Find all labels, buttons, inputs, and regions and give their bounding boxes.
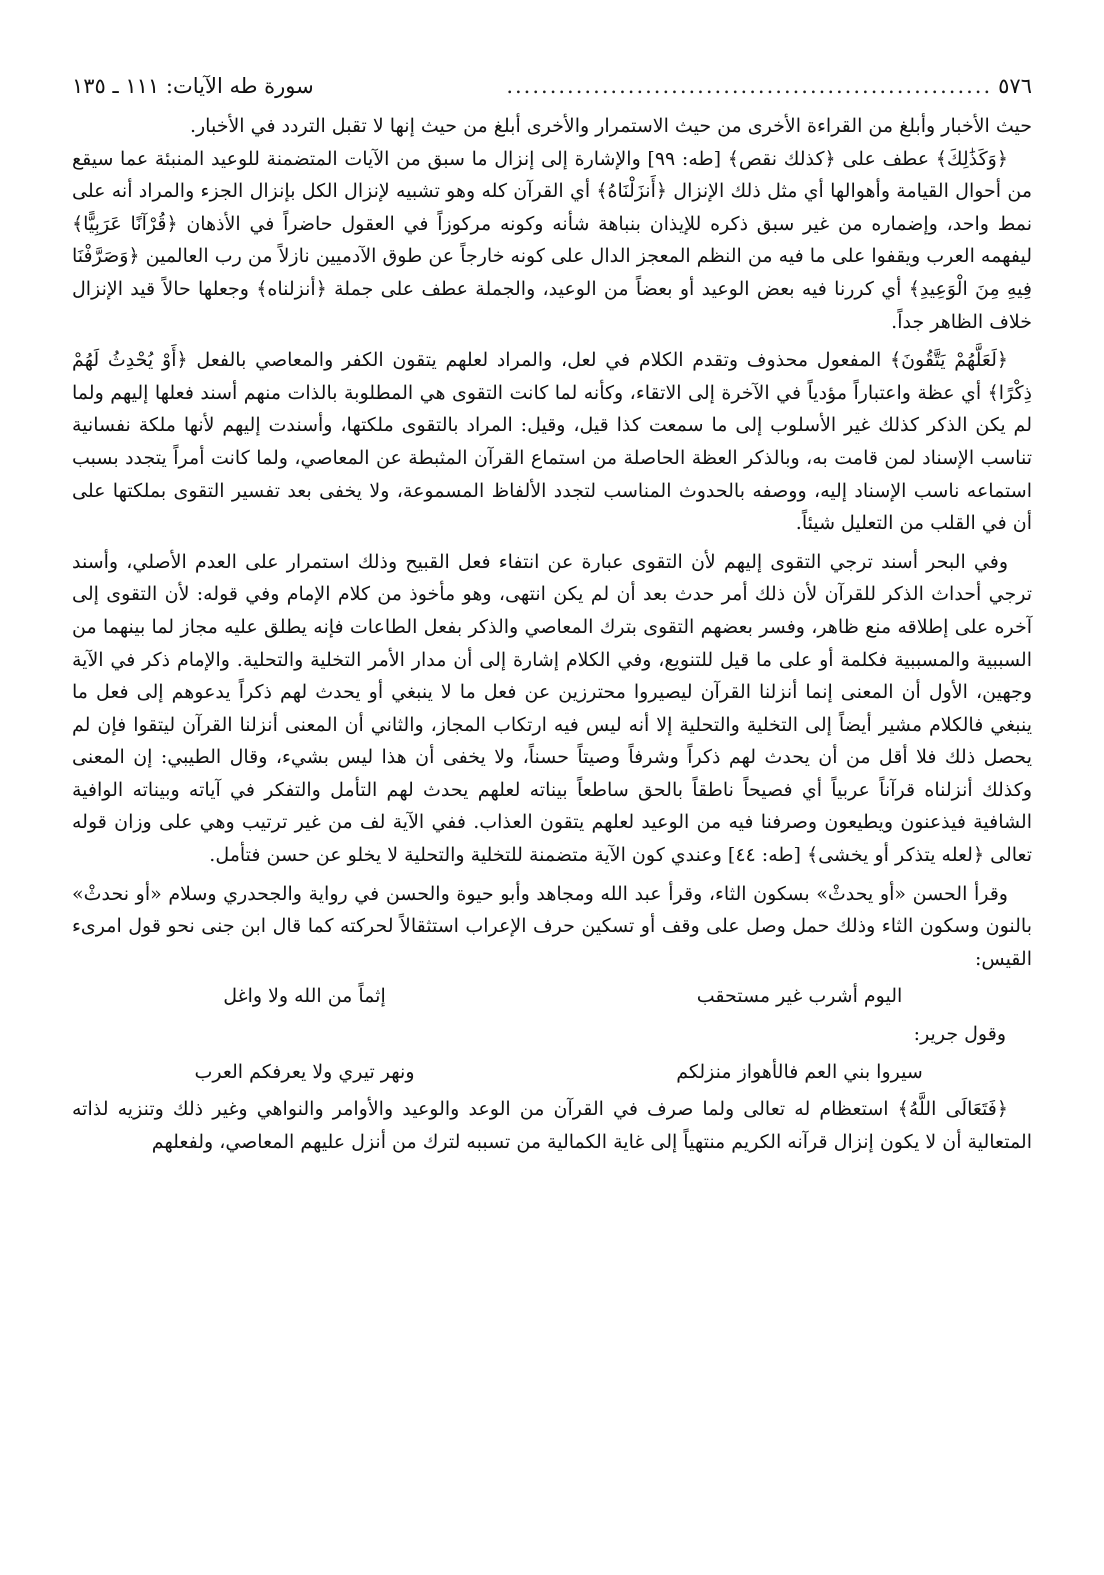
verse-1-second-hemistich: إثماً من الله ولا واغل [223, 985, 386, 1008]
verse-attribution-jarir: وقول جرير: [913, 1023, 1006, 1046]
page-header [72, 70, 1032, 102]
verse-2-second-hemistich: ونهر تيري ولا يعرفكم العرب [194, 1061, 415, 1084]
paragraph-4: وفي البحر أسند ترجي التقوى إليهم لأن التقوى عبارة عن انتفاء فعل القبيح وذلك استمرار على العدم الأصلي، وأسند ترجي أحداث الذكر للقرآن لأن ذلك أمر حدث بعد أن لم يكن انتهى، وهو مأخوذ من كلام الإمام وفي قوله: لأن التقوى إلى آخره على إطلاقه منع ظاهر، وفسر بعضهم التقوى بترك المعاصي والذكر بفعل الطاعات فإنه يطلق عليه مجاز لما بينهما من السببية والمسببية فكلمة أو على ما قيل للتنويع، وفي الكلام إشارة إلى أن مدار الأمر التخلية والتحلية. والإمام ذكر في الآية وجهين، الأول أن المعنى إنما أنزلنا القرآن ليصيروا محترزين عن فعل ما لا ينبغي أو يحدث لهم ذكراً يدعوهم إلى فعل ما ينبغي فالكلام مشير أيضاً إلى التخلية والتحلية إلا أنه ليس فيه ارتكاب المجاز، والثاني أن المعنى أنزلنا القرآن ليتقوا فإن لم يحصل ذلك فلا أقل من أن يحدث لهم ذكراً وشرفاً وصيتاً حسناً، ولا يخفى أن هذا ليس بشيء، وقال الطيبي: إن المعنى وكذلك أنزلناه قرآناً عربياً أي فصيحاً ناطقاً بالحق ساطعاً بيناته لعلهم يحدث لهم التأمل والتفكر في آياته وبيناته الوافية الشافية فيذعنون ويطيعون وصرفنا فيه من الوعيد لعلهم يتقون العذاب. ففي الآية لف من غير ترتيب وهي على وزان قوله تعالى ﴿لعله يتذكر أو يخشى﴾ [طه: ٤٤] وعندي كون الآية متضمنة للتخلية والتحلية لا يخلو عن حسن فتأمل. [72, 550, 1032, 867]
page-number: ٥٧٦ [998, 74, 1032, 98]
poetry-verse-2 [72, 1055, 1032, 1089]
paragraph-2: ﴿وَكَذَٰلِكَ﴾ عطف على ﴿كذلك نقص﴾ [طه: ٩٩] والإشارة إلى إنزال ما سبق من الآيات المتضمنة للوعيد المنبئة عما سيقع من أحوال القيامة وأهوالها أي مثل ذلك الإنزال ﴿أَنزَلْنَاهُ﴾ أي القرآن كله وهو تشبيه لإنزال الكل بإنزال الجزء والمراد أنه على نمط واحد، وإضماره من غير سبق ذكره للإيذان بنباهة شأنه وكونه مركوزاً في العقول حاضراً في الأذهان ﴿قُرْآنًا عَرَبِيًّا﴾ ليفهمه العرب ويقفوا على ما فيه من النظم المعجز الدال على كونه خارجاً عن طوق الآدميين نازلاً من رب العالمين ﴿وَصَرَّفْنَا فِيهِ مِنَ الْوَعِيدِ﴾ أي كررنا فيه بعض الوعيد أو بعضاً من الوعيد، والجملة عطف على جملة ﴿أنزلناه﴾ وجعلها حالاً قيد الإنزال خلاف الظاهر جداً. [72, 147, 1033, 333]
header-leader-dots: ........................................................ [506, 74, 993, 98]
verse-1-first-hemistich: اليوم أشرب غير مستحقب [696, 985, 903, 1008]
paragraph-closing: ﴿فَتَعَالَى اللَّهُ﴾ استعظام له تعالى ولما صرف في القرآن من الوعد والوعيد والأوامر والنواهي وغير ذلك وتنزيه لذاته المتعالية أن لا يكون إنزال قرآنه الكريم منتهياً إلى غاية الكمالية من تسببه لترك من أنزل عليهم المعاصي، ولفعلهم [72, 1098, 1032, 1154]
book-page [72, 70, 1032, 1550]
paragraph-3: ﴿لَعَلَّهُمْ يَتَّقُونَ﴾ المفعول محذوف وتقدم الكلام في لعل، والمراد لعلهم يتقون الكفر والمعاصي بالفعل ﴿أَوْ يُحْدِثُ لَهُمْ ذِكْرًا﴾ أي عظة واعتباراً مؤدياً في الآخرة إلى الاتقاء، وكأنه لما كانت التقوى هي المطلوبة بالذات منهم أسند فعلها إليهم ولما لم يكن الذكر كذلك غير الأسلوب إلى ما سمعت كذا قيل، وقيل: المراد بالتقوى ملكتها، وأسندت إليهم لأنها ملكة نفسانية تناسب الإسناد لمن قامت به، وبالذكر العظة الحاصلة من استماع القرآن المثبطة عن المعاصي، ولما كانت أمراً يتجدد بسبب استماعه ناسب الإسناد إليه، ووصفه بالحدوث المناسب لتجدد الألفاظ المسموعة، ولا يخفى بعد تفسير التقوى بملكتها على أن في القلب من التعليل شيئاً. [72, 349, 1032, 535]
paragraph-1: حيث الأخبار وأبلغ من القراءة الأخرى من حيث الاستمرار والأخرى أبلغ من حيث إنها لا تقبل التردد في الأخبار. [189, 115, 1032, 137]
running-title: سورة طه الآيات: ١١١ ـ ١٣٥ [72, 74, 314, 98]
paragraph-5: وقرأ الحسن «أو يحدثْ» بسكون الثاء، وقرأ عبد الله ومجاهد وأبو حيوة والحسن في رواية والجحدري وسلام «أو نحدثْ» بالنون وسكون الثاء وذلك حمل وصل على وقف أو تسكين حرف الإعراب استثقالاً لحركته كما قال ابن جنى نحو قول امرىء القيس: [72, 882, 1032, 970]
poetry-verse-1 [72, 979, 1032, 1013]
verse-2-first-hemistich: سيروا بني العم فالأهواز منزلكم [676, 1061, 923, 1084]
